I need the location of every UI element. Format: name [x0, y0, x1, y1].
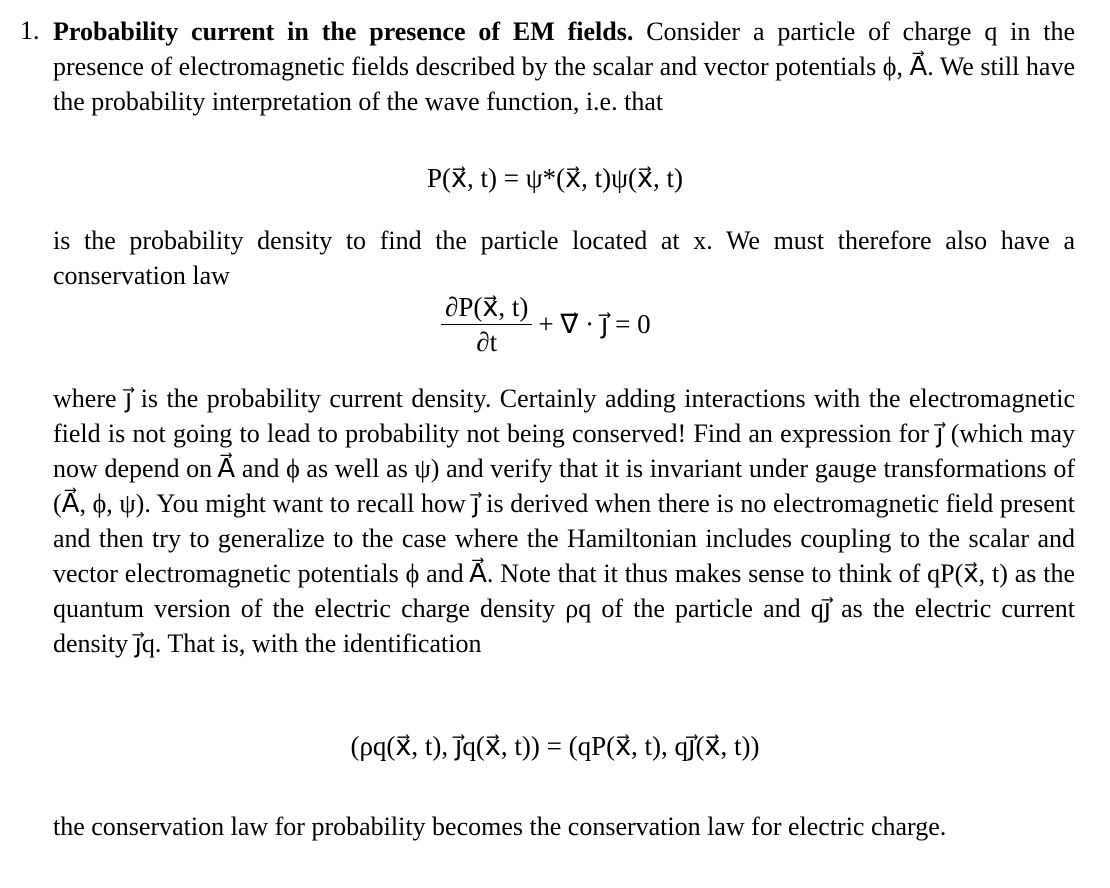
- density-description-text: is the probability density to find the particle located at x. We must therefore also have a conservation law: [53, 226, 1075, 290]
- conservation-law-equation: [441, 290, 651, 359]
- equation-divergence-term: + ∇⃗ · j⃗ = 0: [538, 309, 651, 339]
- identification-equation: (ρq(x⃗, t), j⃗q(x⃗, t)) = (qP(x⃗, t), qj⃗(x⃗, t)): [350, 731, 760, 761]
- fraction-denominator: ∂t: [476, 327, 498, 357]
- problem-number: 1.: [20, 16, 40, 45]
- probability-density-equation: P(x⃗, t) = ψ*(x⃗, t)ψ(x⃗, t): [427, 163, 683, 193]
- conclusion-text: the conservation law for probability becomes the conservation law for electric charge.: [53, 812, 947, 841]
- fraction-numerator: ∂P(x⃗, t): [441, 290, 532, 325]
- equation-fraction: [441, 290, 532, 359]
- main-paragraph: where j⃗ is the probability current density. Certainly adding interactions with the electromagnetic field is not going to lead to probability not being conserved! Find an expression for j⃗ (which may now depend on A⃗ and ϕ as well as ψ) and verify that it is invariant under gauge transformations of (A⃗, ϕ, ψ). You might want to recall how j⃗ is derived when there is no electromagnetic field present and then try to generalize to the case where the Hamiltonian includes coupling to the scalar and vector electromagnetic potentials ϕ and A⃗. Note that it thus makes sense to think of qP(x⃗, t) as the quantum version of the electric charge density ρq of the particle and qj⃗ as the electric current density j⃗q. That is, with the identification: [53, 384, 1075, 658]
- problem-intro-paragraph: [53, 14, 1075, 119]
- problem-intro-text: Consider a particle of charge q in the presence of electromagnetic fields described by the scalar and vector potentials ϕ, A⃗. We still have the probability interpretation of the wave function, i.e. that: [53, 17, 1076, 116]
- problem-title: Probability current in the presence of EM fields.: [53, 17, 634, 46]
